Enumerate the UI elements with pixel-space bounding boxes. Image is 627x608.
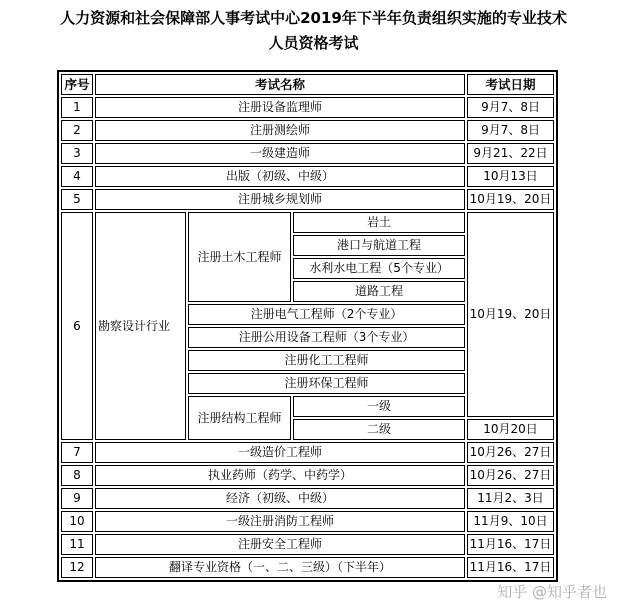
table-header-row (61, 74, 554, 95)
exam-name: 注册城乡规划师 (95, 189, 465, 210)
exam-date: 10月20日 (467, 419, 554, 440)
table-row (61, 511, 554, 532)
exam-date: 10月19、20日 (467, 189, 554, 210)
row-no: 2 (61, 120, 93, 141)
table-row (61, 97, 554, 118)
chemical-engineer: 注册化工工程师 (188, 350, 465, 371)
civil-engineer-label: 注册土木工程师 (188, 212, 291, 302)
exam-date: 10月26、27日 (467, 442, 554, 463)
structural-level: 一级 (293, 396, 465, 417)
exam-date: 11月9、10日 (467, 511, 554, 532)
electrical-engineer: 注册电气工程师（2个专业） (188, 304, 465, 325)
table-row (61, 189, 554, 210)
row-no: 10 (61, 511, 93, 532)
table-row (61, 120, 554, 141)
table-row-kancha (61, 212, 554, 233)
structural-level: 二级 (293, 419, 465, 440)
row-no: 7 (61, 442, 93, 463)
utility-engineer: 注册公用设备工程师（3个专业） (188, 327, 465, 348)
exam-date: 11月2、3日 (467, 488, 554, 509)
row-no: 9 (61, 488, 93, 509)
exam-date: 9月7、8日 (467, 97, 554, 118)
row-no: 12 (61, 557, 93, 578)
exam-name: 注册测绘师 (95, 120, 465, 141)
page-title-line2: 人员资格考试 (268, 34, 359, 52)
exam-date: 10月19、20日 (467, 212, 554, 417)
exam-name: 执业药师（药学、中药学） (95, 465, 465, 486)
exam-date: 10月13日 (467, 166, 554, 187)
exam-schedule-table (57, 70, 558, 582)
exam-name: 翻译专业资格（一、二、三级）（下半年） (95, 557, 465, 578)
row-no: 1 (61, 97, 93, 118)
table-row (61, 465, 554, 486)
civil-specialty: 港口与航道工程 (293, 235, 465, 256)
row-no: 8 (61, 465, 93, 486)
industry-name: 勘察设计行业 (95, 212, 186, 440)
header-no: 序号 (61, 74, 93, 95)
row-no: 11 (61, 534, 93, 555)
row-no: 5 (61, 189, 93, 210)
page-title: 人力资源和社会保障部人事考试中心2019年下半年负责组织实施的专业技术 (60, 9, 567, 27)
exam-name: 注册设备监理师 (95, 97, 465, 118)
exam-name: 一级注册消防工程师 (95, 511, 465, 532)
exam-date: 9月21、22日 (467, 143, 554, 164)
structural-engineer-label: 注册结构工程师 (188, 396, 291, 440)
exam-name: 一级建造师 (95, 143, 465, 164)
exam-name: 出版（初级、中级） (95, 166, 465, 187)
environmental-engineer: 注册环保工程师 (188, 373, 465, 394)
exam-name: 一级造价工程师 (95, 442, 465, 463)
row-no: 6 (61, 212, 93, 440)
exam-date: 11月16、17日 (467, 534, 554, 555)
civil-specialty: 道路工程 (293, 281, 465, 302)
table-row (61, 534, 554, 555)
table-row (61, 557, 554, 578)
watermark: 知乎 @知乎者也 (497, 583, 607, 601)
exam-date: 10月26、27日 (467, 465, 554, 486)
exam-date: 9月7、8日 (467, 120, 554, 141)
table-row (61, 488, 554, 509)
table-row (61, 166, 554, 187)
row-no: 4 (61, 166, 93, 187)
table-row (61, 143, 554, 164)
row-no: 3 (61, 143, 93, 164)
civil-specialty: 岩土 (293, 212, 465, 233)
table-row (61, 442, 554, 463)
header-date: 考试日期 (467, 74, 554, 95)
exam-date: 11月16、17日 (467, 557, 554, 578)
exam-name: 注册安全工程师 (95, 534, 465, 555)
header-name: 考试名称 (95, 74, 465, 95)
exam-name: 经济（初级、中级） (95, 488, 465, 509)
civil-specialty: 水利水电工程（5个专业） (293, 258, 465, 279)
